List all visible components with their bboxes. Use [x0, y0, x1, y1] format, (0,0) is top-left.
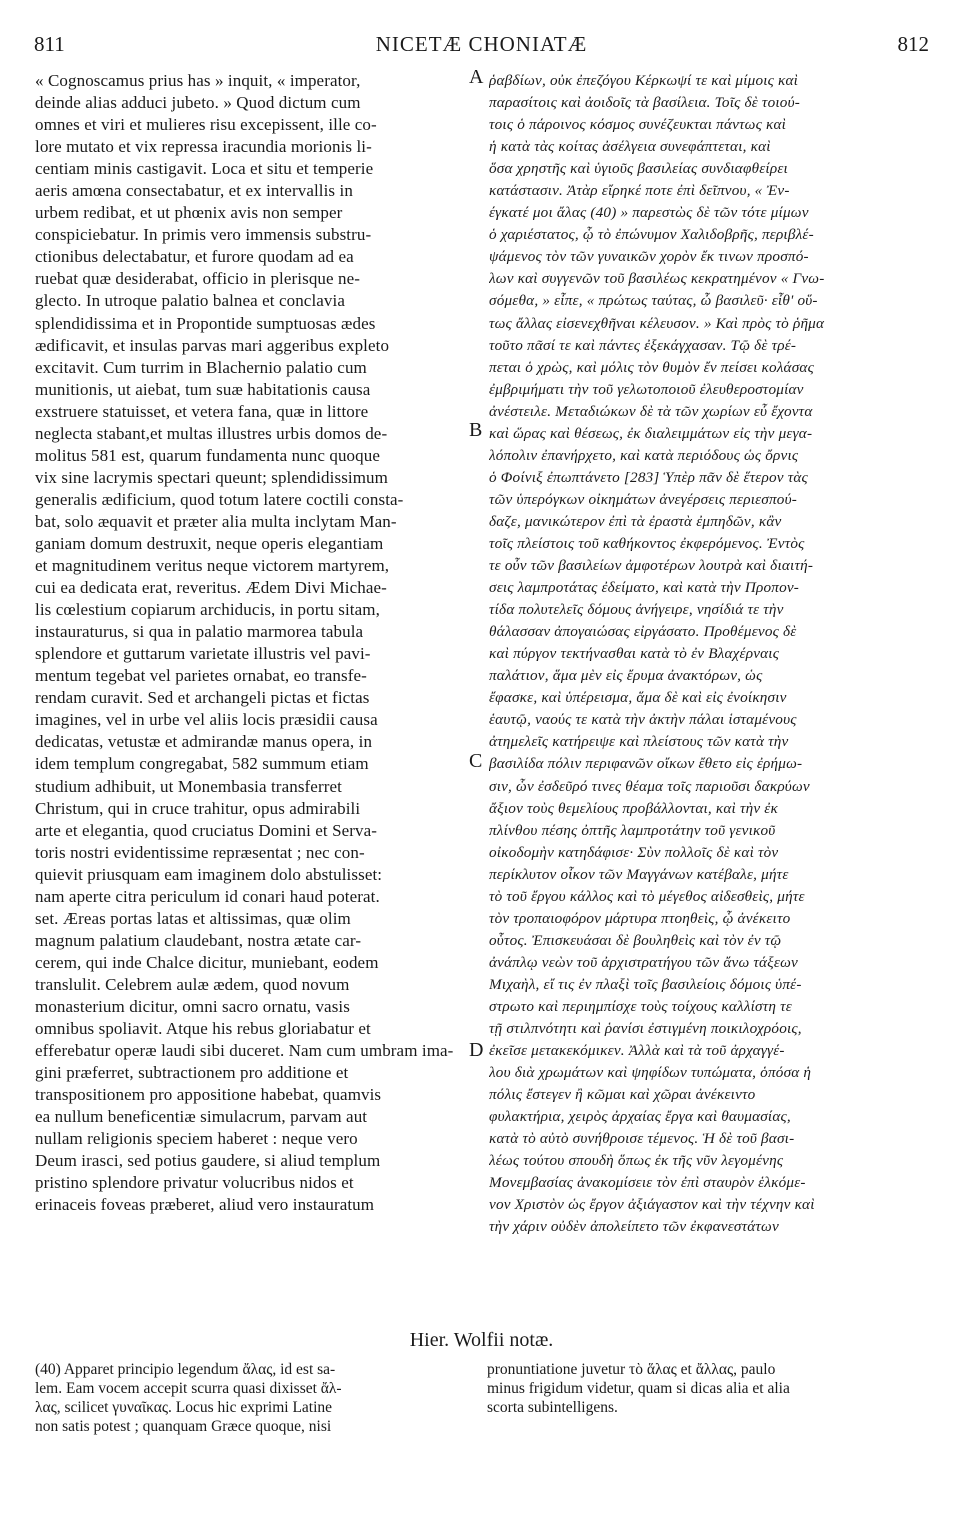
latin-text-line: glecto. In utroque palatio balnea et conclavia [35, 291, 345, 311]
latin-text-line: aeris amœna consectabatur, et ex intervallis in [35, 181, 353, 201]
page-number-left: 811 [34, 32, 65, 56]
latin-text-line: monasterium dicitur, omni sacro ornatu, vasis [35, 996, 350, 1016]
notes-right-column [487, 1360, 927, 1417]
margin-marker-d: D [469, 1039, 484, 1061]
note-text-line: (40) Apparet principio legendum ἄλας, id est sa- [35, 1361, 336, 1378]
greek-text-line: οἰκοδομὴν κατηδάφισε· Σὺν πολλοῖς δὲ καὶ τὸν [489, 843, 779, 861]
greek-text-line: σεις λαμπροτάτας ἐδείματο, καὶ κατὰ τὴν Προπον- [489, 579, 800, 597]
greek-text-line: κατὰ τὸ αὐτὸ συνήθροισε τέμενος. Ἡ δὲ τοῦ βασι- [489, 1130, 795, 1148]
greek-text-line: ὁ Φοίνιξ ἐπωπτάνετο [283] Ὑπὲρ πᾶν δὲ ἕτερον τὰς [489, 468, 808, 486]
greek-text-line: ὅσα χρηστῆς καὶ ὑγιοῦς βασιλείας συνδιαφθείρει [489, 160, 788, 178]
latin-text-line: Christum, qui in cruce trahitur, opus admirabili [35, 798, 361, 818]
greek-column [489, 70, 935, 1238]
latin-text-line: ea nullum beneficentiæ simulacrum, parvam aut [35, 1107, 368, 1127]
greek-text-line: Μονεμβασίας ἀνακομίσειε τὸν ἐπὶ σταυρὸν ἑλκόμε- [489, 1174, 806, 1192]
latin-text-line: cerem, qui inde Chalce dicitur, muniebant, eodem [35, 952, 379, 972]
latin-text-line: lis cœlestium copiarum archiducis, in portu sitam, [35, 600, 380, 620]
latin-text-line: cui ea dedicata erat, reveritus. Ædem Divi Michae- [35, 578, 387, 598]
greek-text-line: περίκλυτον οἶκον τῶν Μαγγάνων κατέβαλε, μήτε [489, 865, 789, 883]
latin-text-line: exstruere statuisset, et vetera fana, quæ in littore [35, 401, 369, 421]
greek-text-line: σιν, ὧν ἐσδεῦρό τινες θέαμα τοῖς παριοῦσι δακρύων [489, 777, 810, 795]
greek-text-line: τὸ τοῦ ἔργου κάλλος καὶ τὸ μέγεθος αἰδεσθεὶς, μήτε [489, 887, 805, 905]
latin-text-line: dedicatas, vetustæ et admirandæ manus opera, in [35, 732, 373, 752]
greek-text-line: ὁ χαριέστατος, ᾧ τὸ ἐπώνυμον Χαλιδοβρῆς, περιβλέ- [489, 226, 814, 244]
greek-text-line: ψάμενος τὸν τῶν γυναικῶν χορὸν ἔκ τινων προσπό- [489, 248, 809, 266]
greek-text-line: στρωτο καὶ περιημπίσχε τοὺς τοίχους καλλίστη τε [489, 997, 792, 1015]
greek-text-line: τε οὖν τῶν βασιλείων ἀμφοτέρων λουτρὰ καὶ διαιτή- [489, 557, 814, 575]
note-text-line: minus frigidum videtur, quam si dicas alia et alia [487, 1380, 790, 1397]
greek-text-line: λέως τούτου σπουδὴ ὅπως ἐκ τῆς νῦν λεγομένης [489, 1152, 784, 1170]
latin-text-line: rendam curavit. Sed et archangeli pictas et fictas [35, 688, 370, 708]
latin-text-line: efferebatur operæ laudi sibi duceret. Nam cum umbram ima- [35, 1041, 454, 1061]
greek-text-line: ἀνάπλῳ νεὼν τοῦ ἀρχιστρατήγου τῶν ἄνω τάξεων [489, 953, 798, 971]
latin-text-line: set. Æreas portas latas et altissimas, quæ olim [35, 908, 351, 928]
latin-text-line: et magnitudinem veritus neque victorem martyrem, [35, 556, 390, 576]
greek-text-line: θάλασσαν ἀπογαιώσας εἰργάσατο. Προθέμενος δὲ [489, 623, 797, 641]
margin-marker-c: C [469, 750, 483, 772]
latin-text-line: toris nostri evidentissime repræsentat ; nec con- [35, 842, 365, 862]
greek-text-line: ἄξιον τοὺς θεμελίους προβάλλονται, καὶ τὴν ἐκ [489, 799, 778, 817]
greek-text-line: οὗτος. Ἐπισκευάσαι δὲ βουληθεὶς καὶ τὸν ἐν τῷ [489, 931, 782, 949]
latin-text-line: nam aperte citra periculum id conari haud poterat. [35, 886, 380, 906]
note-text-line: λας, scilicet γυναῖκας. Locus hic exprimi Latine [35, 1399, 333, 1416]
latin-text-line: munitionis, ut aiebat, tum suæ habitationis causa [35, 379, 371, 399]
greek-text-line: τοις ὁ πάροινος κόσμος συνέζευκται πάντως καὶ [489, 116, 787, 134]
latin-text-line: imagines, vel in urbe vel aliis locis præsidii causa [35, 710, 378, 730]
greek-text-line: βασιλίδα πόλιν περιφανῶν οἴκων ἔθετο εἰς ἐρήμω- [489, 755, 803, 773]
notes-title: Hier. Wolfii notæ. [409, 1329, 554, 1351]
latin-text-line: gini præferret, subtractionem pro additione et [35, 1063, 349, 1083]
greek-text-line: καὶ πύργον τεκτήνασθαι κατὰ τὸ ἐν Βλαχέρναις [489, 645, 780, 663]
greek-text-line: παρασίτοις καὶ ἀοιδοῖς τὰ βασίλεια. Τοῖς δὲ τοιού- [489, 94, 801, 112]
latin-text-line: ganiam domum destruxit, neque operis elegantiam [35, 533, 384, 553]
latin-text-line: vix sine lacrymis spectari queunt; splendidissimum [35, 467, 388, 487]
latin-text-line: ædificavit, et insulas parvas mari aggeribus expleto [35, 335, 390, 355]
latin-text-line: erinaceis foveas præberet, aliud vero instauratum [35, 1195, 375, 1215]
greek-text-line: ῥαβδίων, οὐκ ἐπεζόγου Κέρκωψί τε καὶ μίμοις καὶ [489, 72, 799, 89]
latin-text-line: centiam minis castigavit. Loca et situ et temperie [35, 159, 374, 179]
greek-text-line: έγκατέ μοι ἄλας (40) » παρεστὼς δὲ τῶν τότε μίμων [489, 204, 809, 222]
latin-text-line: arte et elegantia, quod cruciatus Domini et Serva- [35, 820, 378, 840]
greek-text-line: ἀτημελεῖς κατήρειψε καὶ πλείστους τῶν κατὰ τὴν [489, 733, 789, 751]
latin-text-line: nullam religionis speciem haberet : neque vero [35, 1129, 358, 1149]
latin-text-line: transpositionem pro appositione habebat, quamvis [35, 1085, 382, 1105]
latin-text-line: omnibus spoliavit. Atque his rebus gloriabatur et [35, 1019, 371, 1039]
note-text-line: scorta subintelligens. [487, 1399, 618, 1416]
latin-text-line: quievit priusquam eam imaginem dolo abstulisset: [35, 864, 383, 884]
greek-text-line: κατάστασιν. Ἀτὰρ εἴρηκέ ποτε ἐπὶ δεῖπνου, « Ἐν- [489, 182, 790, 200]
latin-text-line: urbem redibat, et ut phœnix avis non semper [35, 203, 343, 223]
latin-text-line: molitus 581 est, quarum fundamenta nunc quoque [35, 445, 381, 465]
note-text-line: pronuntiatione juvetur τὸ ἅλας et ἄλλας, paulo [487, 1361, 776, 1378]
latin-text-line: excitavit. Cum turrim in Blachernio palatio cum [35, 357, 367, 377]
latin-text-line: conspiciebatur. In primis vero immensis substru- [35, 225, 372, 245]
latin-text-line: splendore et guttarum varietate illustris vel pavi- [35, 644, 371, 664]
greek-text-line: καὶ ὥρας καὶ θέσεως, ἐκ διαλειμμάτων εἰς τὴν μεγα- [489, 424, 813, 442]
notes-left-column [35, 1360, 465, 1436]
greek-text-line: φυλακτήρια, χειρὸς ἀρχαίας ἔργα καὶ θαυμασίας, [489, 1108, 791, 1126]
greek-text-line: δαζε, μανικώτερον ἐπὶ τὰ ἐραστὰ ἐμπηδῶν, κἂν [489, 512, 782, 530]
latin-text-line: deinde alias adduci jubeto. » Quod dictum cum [35, 93, 361, 113]
page-number-right: 812 [897, 32, 929, 56]
greek-text-line: σόμεθα, » εἶπε, « πρώτως ταύτας, ὦ βασιλεῦ· εἶθ' οὕ- [489, 292, 818, 310]
greek-text-line: λων καὶ συγγενῶν τοῦ βασιλέως κεκρατημένον « Γνω- [489, 270, 825, 288]
page-header [34, 32, 929, 62]
latin-text-line: Deum irasci, sed potius gaudere, si aliud templum [35, 1151, 381, 1171]
greek-text-line: πλίνθου πέσης ὀπτῆς λαμπροτάτην τοῦ γενικοῦ [489, 821, 776, 839]
greek-text-line: λόπολιν ἐπανήρχετο, καὶ κατὰ περιόδους ὡς ὄρνις [489, 446, 799, 464]
latin-text-line: splendidissima et in Propontide sumptuosas ædes [35, 313, 376, 333]
latin-text-line: instauraturus, si qua in palatio marmorea tabula [35, 622, 364, 642]
greek-text-line: τὸν τροπαιοφόρον μάρτυρα πτοηθεὶς, ᾧ ἀνέκειτο [489, 909, 791, 927]
latin-text-line: magnum palatium claudebant, nostra ætate car- [35, 930, 362, 950]
note-text-line: non satis potest ; quanquam Græce quoque, nisi [35, 1418, 332, 1435]
latin-text-line: idem templum congregabat, 582 summum etiam [35, 754, 369, 774]
note-text-line: lem. Eam vocem accepit scurra quasi dixisset ἄλ- [35, 1380, 342, 1397]
greek-text-line: τῶν ὑπερόγκων οἰκημάτων ἀνεγέρσεις περιεσπού- [489, 490, 798, 508]
latin-text-line: translulit. Celebrem aulæ ædem, quod novum [35, 974, 350, 994]
latin-text-line: lore mutato et vix repressa iracundia morionis li- [35, 137, 372, 157]
greek-text-line: τως ἄλλας εἰσενεχθῆναι κέλευσον. » Καὶ πρὸς τὸ ῥῆμα [489, 314, 825, 332]
greek-text-line: παλάτιον, ἅμα μὲν εἰς ἔρυμα ἀνακτόρων, ὡς [489, 667, 763, 685]
greek-text-line: νον Χριστὸν ὡς ἔργον ἀξιάγαστον καὶ τὴν τέχνην καὶ [489, 1196, 815, 1214]
greek-text-line: ἑαυτῷ, ναούς τε κατὰ τὴν ἀκτὴν πάλαι ἱσταμένους [489, 711, 797, 729]
greek-text-line: τὴν χάριν οὐδὲν ἀπολείπετο τῶν ἐκφανεστάτων [489, 1218, 779, 1236]
latin-text-line: generalis ædificium, quod totum latere coctili consta- [35, 489, 404, 509]
greek-text-line: πεται ὁ χρὼς, καὶ μόλις τὸν θυμὸν ἔν πείσει κολάσας [489, 358, 814, 376]
latin-text-line: studium adhibuit, ut Monembasia transferret [35, 776, 342, 796]
latin-text-line: ctionibus delectabatur, et furore quodam ad ea [35, 247, 354, 267]
greek-text-line: ἔφασκε, καὶ ὑπέρεισμα, ἅμα δὲ καὶ εἰς ἐνοίκησιν [489, 689, 787, 707]
latin-text-line: omnes et viri et mulieres risu excepissent, ille co- [35, 115, 377, 135]
latin-column [35, 70, 467, 1216]
greek-text-line: ἡ κατὰ τὰς κοίτας ἀσέλγεια συνεφάπτεται, καὶ [489, 138, 771, 156]
latin-text-line: mentum tegebat vel parietes ornabat, eo transfe- [35, 666, 367, 686]
greek-text-line: ἀνέστειλε. Μεταδιώκων δὲ τὰ τῶν χωρίων εὖ ἔχοντα [489, 402, 813, 420]
latin-text-line: « Cognoscamus prius has » inquit, « imperator, [35, 71, 361, 90]
greek-text-line: ἐμβριμήματι τὴν τοῦ γελωτοποιοῦ ἐλευθεροστομίαν [489, 380, 804, 398]
latin-text-line: ruebat quæ desiderabat, officio in plerisque ne- [35, 269, 361, 289]
greek-text-line: πόλις ἔστεγεν ἢ κῶμαι καὶ χῶραι ἀνέκειντο [489, 1086, 756, 1104]
greek-text-line: τῇ στιλπνότητι καὶ ῥανίσι ἐστιγμένη ποικιλοχρόοις, [489, 1020, 802, 1038]
greek-text-line: τίδα πολυτελεῖς δόμους ἀνήγειρε, νησίδιά τε τὴν [489, 601, 784, 619]
greek-text-line: Μιχαὴλ, εἴ τις ἐν πλαξὶ τοῖς βασιλείοις δόμοις ὑπέ- [489, 975, 802, 993]
running-title: NICETÆ CHONIATÆ [375, 32, 588, 56]
greek-text-line: τοῦτο πᾶσί τε καὶ πάντες ἐξεκάγχασαν. Τῷ δὲ τρέ- [489, 336, 797, 354]
greek-text-line: τοῖς πλείστοις τοῦ καθήκοντος ἐκφερόμενος. Ἐντὸς [489, 534, 805, 552]
margin-marker-b: B [469, 419, 483, 441]
latin-text-line: pristino splendore privatur volucribus nidos et [35, 1173, 354, 1193]
latin-text-line: bat, solo æquavit et præter alia multa inclytam Man- [35, 511, 397, 531]
latin-text-line: neglecta stabant,et multas illustres urbis domos de- [35, 423, 388, 443]
greek-text-line: ἐκεῖσε μετακεκόμικεν. Ἀλλὰ καὶ τὰ τοῦ ἀρχαγγέ- [489, 1042, 785, 1060]
margin-marker-a: A [469, 66, 484, 88]
greek-text-line: λου διὰ χρωμάτων καὶ ψηφίδων τυπώματα, ὁπόσα ἡ [489, 1064, 812, 1082]
